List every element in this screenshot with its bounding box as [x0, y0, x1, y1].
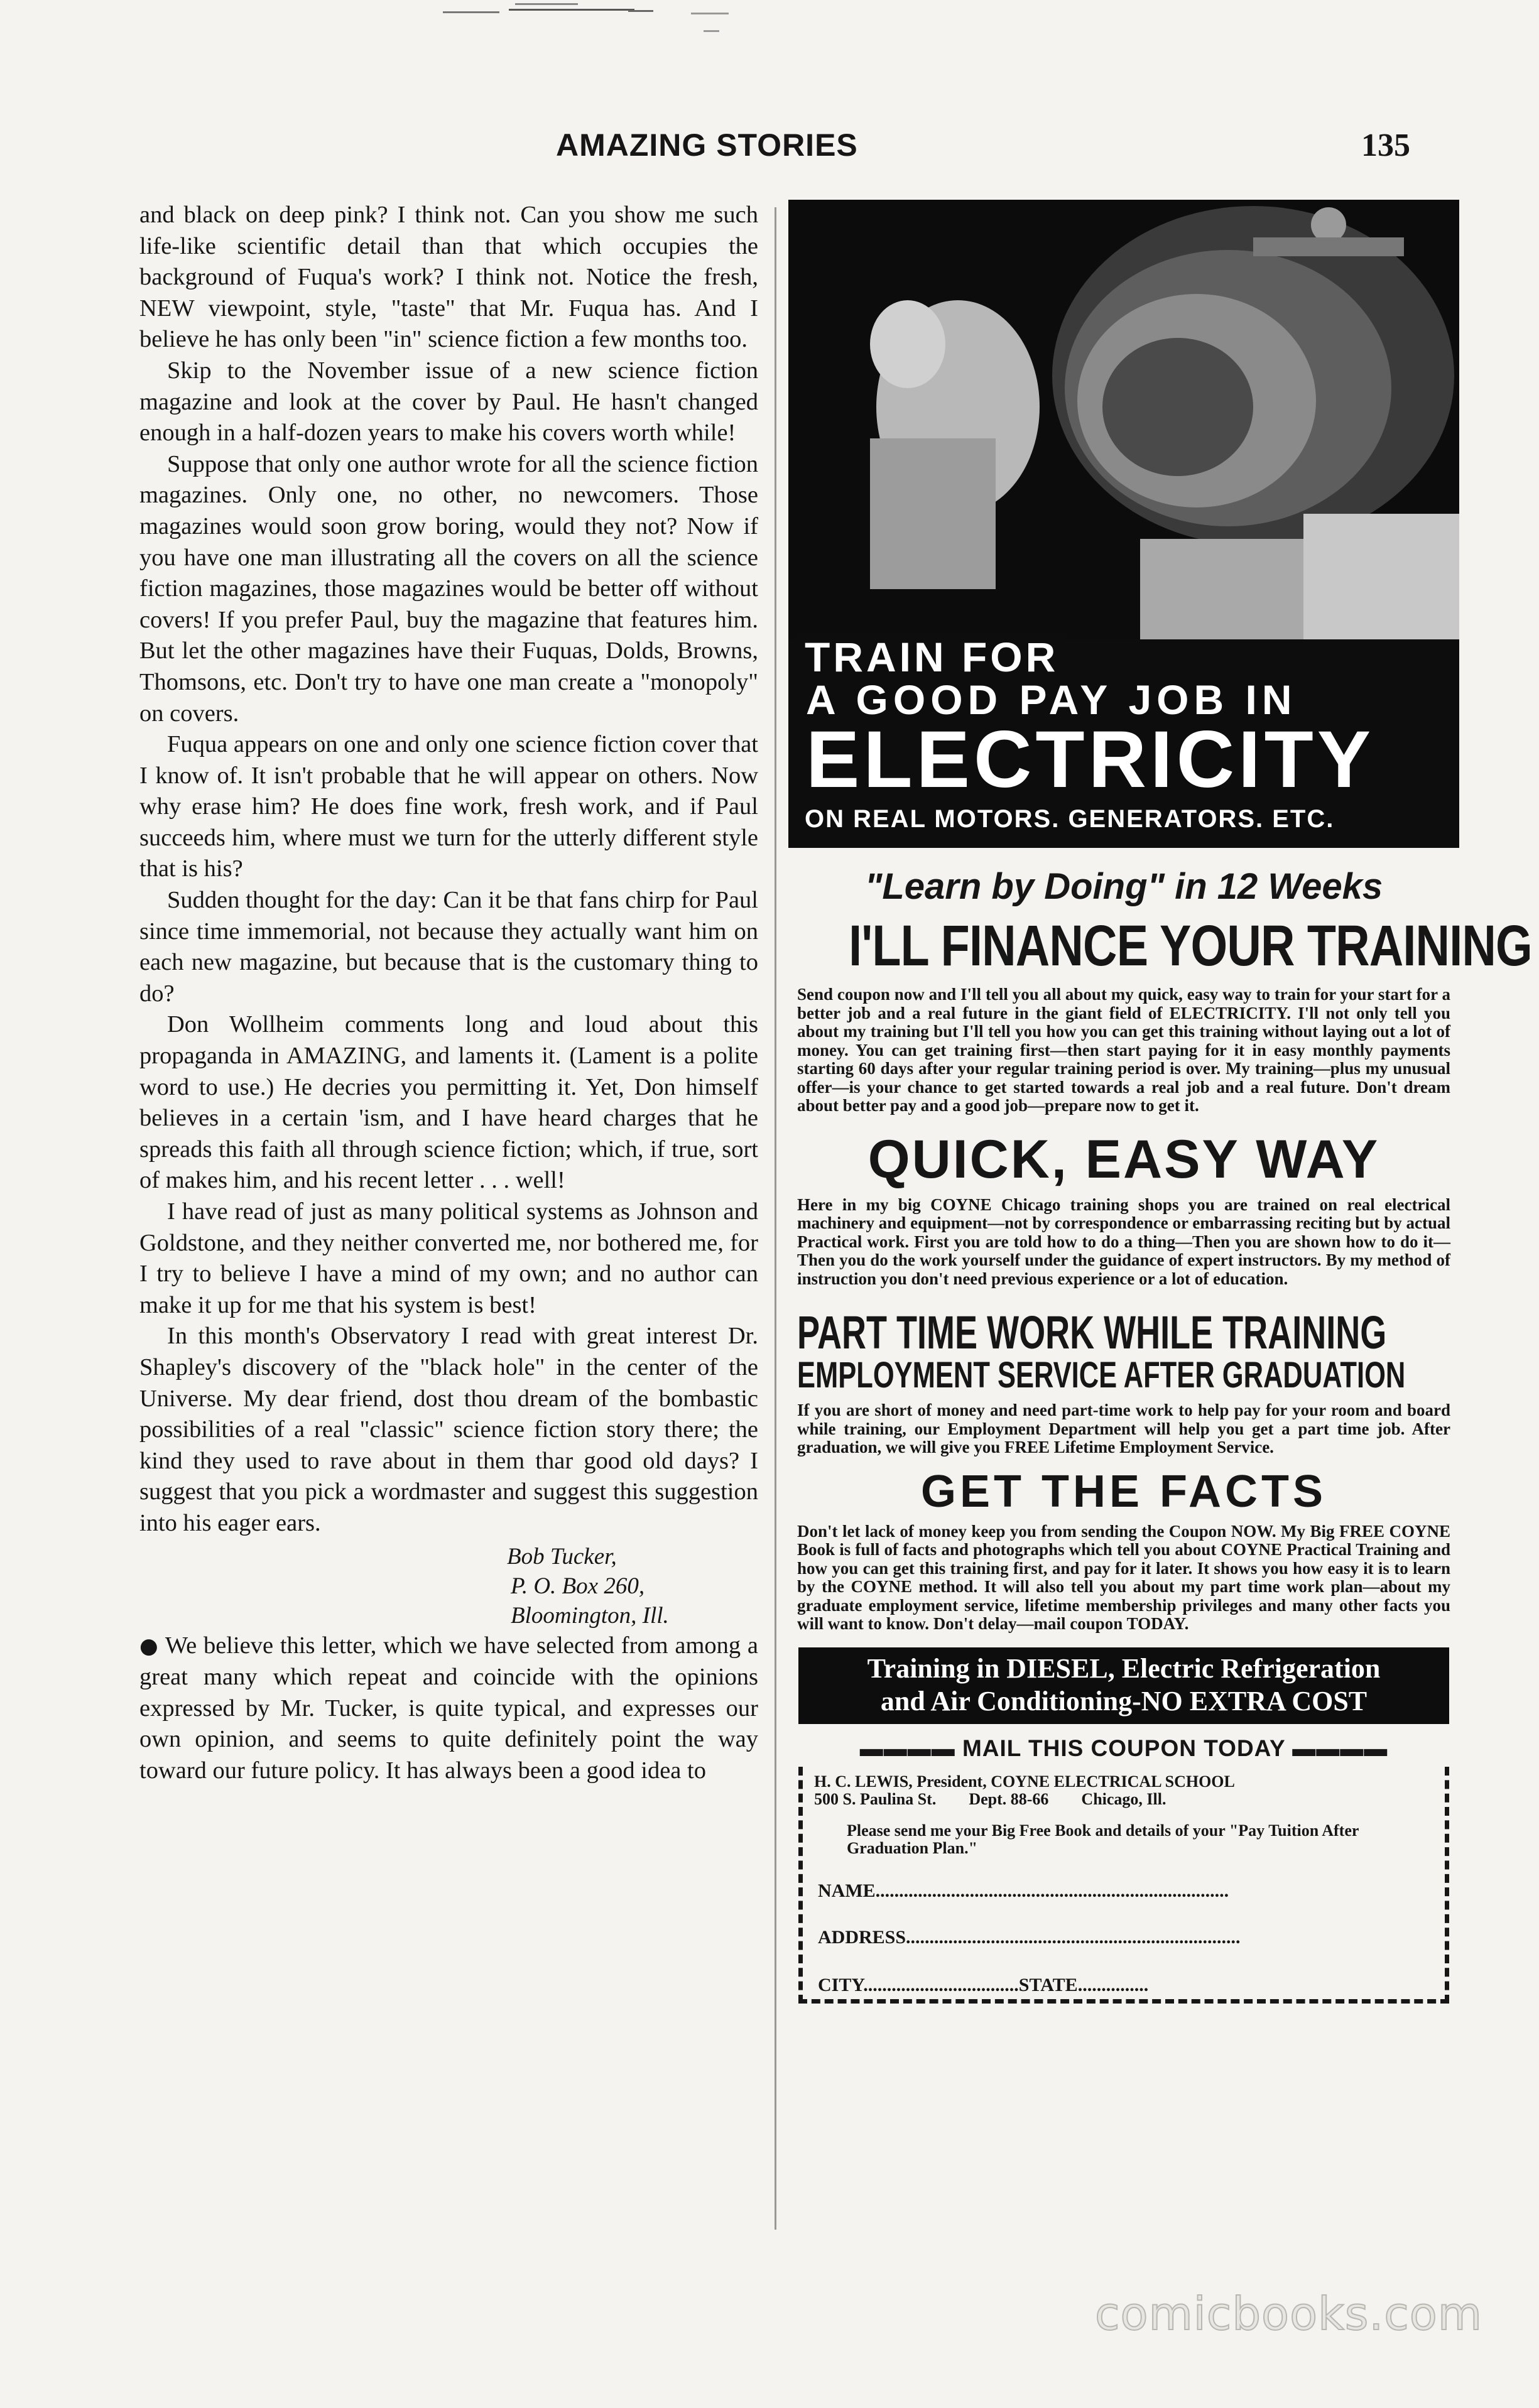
running-title: AMAZING STORIES — [556, 127, 858, 163]
letter-paragraph: Skip to the November issue of a new science fiction magazine and look at the cover by Paul. He hasn't changed enough in a half-dozen years to make his covers worth while! — [139, 357, 758, 447]
letter-paragraph: Suppose that only one author wrote for all the science fiction magazines. Only one, no other, no newcomers. Those magazines would soon grow boring, would they not? Now if you have one man illustrating all the covers on all the science fiction magazines, those magazines would be better off without covers! If you prefer Paul, buy the magazine that features him. But let the other magazines have their Fuquas, Dolds, Browns, Thomsons, etc. Don't try to have one man create a "monopoly" on covers. — [139, 450, 758, 727]
letter-paragraph: In this month's Observatory I read with great interest Dr. Shapley's discovery of the "black hole" in the center of the Universe. My dear friend, dost thou dream of the bombastic possibilities of a real "classic" science fiction story there; the kind they used to rave about in them thar good old days? I suggest that you pick a wordmaster and suggest this suggestion into his eager ears. — [139, 1323, 758, 1536]
ad-diesel-line-1: Training in DIESEL, Electric Refrigeration — [867, 1652, 1381, 1684]
ad-headline-train: TRAIN FOR — [797, 633, 1066, 681]
coupon-address-line-2: 500 S. Paulina St. Dept. 88-66 Chicago, Ill. — [814, 1789, 1166, 1808]
letter-paragraph: and black on deep pink? I think not. Can you show me such life-like scientific detail than that which occupies the background of Fuqua's work? I think not. Notice the fresh, NEW viewpoint, style, "taste" that Mr. Fuqua has. And I believe he has only been "in" science fiction a few months too. — [139, 202, 758, 353]
ad-employment-body: If you are short of money and need part-time work to help pay for your room and board while training, our Employment Department will help you get a part time job. After graduation, we will give you FREE Lifetime Employment Service. — [797, 1401, 1450, 1456]
signature-city: Bloomington, Ill. — [511, 1602, 669, 1629]
ad-headline-motors: ON REAL MOTORS. GENERATORS. ETC. — [805, 805, 1335, 833]
ad-learn-by-doing: "Learn by Doing" in 12 Weeks — [864, 866, 1383, 907]
letter-paragraph: Sudden thought for the day: Can it be that fans chirp for Paul since time immemorial, not because they actually want him on each new magazine, but because that is the customary thing to do? — [139, 887, 758, 1007]
ad-part-time-heading: PART TIME WORK WHILE TRAINING — [797, 1306, 1387, 1359]
letter-signature — [139, 1542, 758, 1630]
coupon-request: Please send me your Big Free Book and details of your "Pay Tuition After Graduation Plan." — [847, 1821, 1359, 1857]
coupon-title-text: MAIL THIS COUPON TODAY — [962, 1735, 1286, 1761]
ad-headline-electricity: ELECTRICITY — [806, 715, 1375, 805]
signature-name: Bob Tucker, — [507, 1543, 617, 1570]
generator-illustration — [788, 200, 1459, 639]
coupon-address-label: ADDRESS — [818, 1928, 906, 1946]
watermark: comicbooks.com — [1094, 2287, 1482, 2340]
editor-note — [139, 1630, 758, 1787]
ad-photo-generator — [788, 200, 1459, 639]
ad-finance-body: Send coupon now and I'll tell you all about my quick, easy way to train for your start for a better job and a real future in the giant field of ELECTRICITY. I'll not only tell you about my training but I'll tell you how you can get this training without laying out a lot of money. You can get training first—then start paying for it in easy monthly payments starting 60 days after your regular training period is over. My training—plus my unusual offer—is your chance to get started towards a real job and a real future. Don't dream about better pay and a good job—prepare now to get it. — [797, 985, 1450, 1115]
coupon-city-label: CITY — [818, 1976, 864, 1994]
scan-artifact-marks — [440, 0, 879, 44]
coupon-city-state-field[interactable]: CITY.................................STATE............... — [818, 1977, 1436, 1994]
ad-quick-body: Here in my big COYNE Chicago training shops you are trained on real electrical machinery and equipment—not by correspondence or embarrassing reciting but by actual Practical work. First you are told how to do a thing—Then you are shown how to do it—Then you do the work yourself under the guidance of expert instructors. By my method of instruction you don't need previous experience or a lot of education. — [797, 1195, 1450, 1288]
ad-diesel-banner — [798, 1647, 1449, 1724]
coupon-title: ▬▬▬▬ MAIL THIS COUPON TODAY ▬▬▬▬ — [859, 1735, 1388, 1761]
ad-quick-heading: QUICK, EASY WAY — [867, 1129, 1380, 1190]
coupon-name-field[interactable]: NAME........................................................................... — [818, 1882, 1436, 1900]
page-number: 135 — [1361, 127, 1410, 163]
letter-paragraph: Fuqua appears on one and only one science fiction cover that I know of. It isn't probable that he will appear on others. Now why erase him? He does fine work, fresh work, and if Paul succeeds him, where must we turn for the utterly different style that is his? — [139, 731, 758, 882]
ad-finance-heading: I'LL FINANCE YOUR TRAINING — [849, 914, 1532, 978]
column-divider — [775, 207, 776, 2230]
bullet-icon: ● — [139, 1633, 159, 1659]
letter-column — [139, 200, 758, 1787]
coyne-advertisement — [788, 200, 1532, 2004]
coupon-name-label: NAME — [818, 1882, 876, 1900]
ad-employment-heading: EMPLOYMENT SERVICE AFTER GRADUATION — [797, 1355, 1406, 1396]
letter-paragraph: Don Wollheim comments long and loud about this propaganda in AMAZING, and laments it. (Lament is a polite word to use.) He decries you permitting it. Yet, Don himself believes in a certain 'ism, and I have heard charges that he spreads this faith all through science fiction; which, if true, sort of makes him, and his recent letter . . . well! — [139, 1011, 758, 1194]
coupon-address-field[interactable]: ADDRESS....................................................................... — [818, 1929, 1436, 1946]
coupon-address-line-1: H. C. LEWIS, President, COYNE ELECTRICAL SCHOOL — [814, 1772, 1235, 1791]
coupon-state-label: STATE — [1018, 1976, 1078, 1994]
ad-diesel-line-2: and Air Conditioning-NO EXTRA COST — [880, 1685, 1368, 1717]
page-header — [0, 126, 1539, 176]
coupon-address — [814, 1773, 1436, 1808]
ad-headline-good-pay: A GOOD PAY JOB IN — [806, 676, 1297, 723]
editor-note-text: We believe this letter, which we have selected from among a great many which repeat and coincide with the opinions expressed by Mr. Tucker, is quite typical, and expresses our own opinion, and seems to quite definitely point the way toward our future policy. It has always been a good idea to — [139, 1632, 758, 1784]
ad-facts-body: Don't let lack of money keep you from sending the Coupon NOW. My Big FREE COYNE Book is full of facts and photographs which tell you about COYNE Practical Training and how you can get this training first, and pay for it later. It shows you how easy it is to learn by the COYNE method. It will also tell you about my part time work plan—about my graduate employment service, lifetime membership privileges and many other facts you will want to know. Don't delay—mail coupon TODAY. — [797, 1521, 1450, 1633]
ad-headline-box — [788, 634, 1459, 848]
signature-box: P. O. Box 260, — [511, 1573, 645, 1599]
mail-coupon[interactable] — [798, 1767, 1449, 2004]
ad-facts-heading: GET THE FACTS — [920, 1466, 1327, 1517]
letter-paragraph: I have read of just as many political systems as Johnson and Goldstone, and they neither converted me, nor bothered me, for I try to believe I have a mind of my own; and no author can make it up for me that his system is best! — [139, 1198, 758, 1318]
